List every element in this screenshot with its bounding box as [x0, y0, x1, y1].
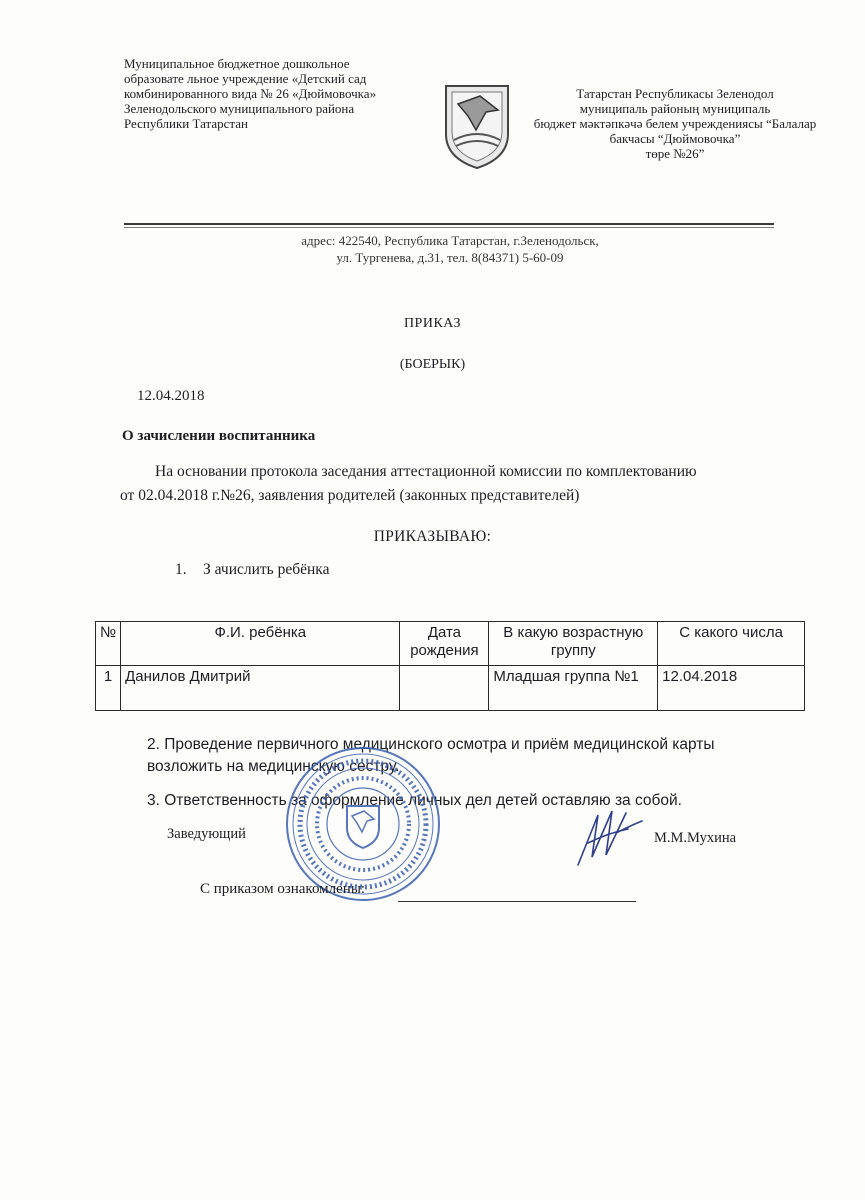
address-block	[240, 232, 660, 266]
header-right-org-name	[510, 86, 840, 161]
body-text-line: от 02.04.2018 г.№26, заявления родителей (законных представителей)	[120, 487, 580, 504]
header-left-org-name	[124, 56, 376, 131]
table-header-cell: Дата рождения	[400, 622, 489, 666]
header-right-line: төре №26”	[645, 146, 705, 161]
document-date: 12.04.2018	[137, 388, 205, 404]
table-header-cell: №	[96, 622, 121, 666]
table-cell: Данилов Дмитрий	[121, 666, 400, 711]
table-header-cell: Ф.И. ребёнка	[121, 622, 400, 666]
acknowledgement-signature-line	[398, 901, 636, 902]
header-right-line: муниципаль районың муниципаль	[579, 101, 771, 116]
header-right-line: Татарстан Республикасы Зеленодол	[576, 86, 774, 101]
enrollment-table	[95, 621, 805, 711]
header-right-line: бюджет мәктәпкәчә белем учреждениясы “Балалар	[533, 116, 817, 131]
signature-scribble-icon	[568, 803, 648, 873]
table-cell	[400, 666, 489, 711]
header-divider	[124, 223, 774, 225]
coat-of-arms-icon	[440, 82, 514, 172]
table-header-cell: С какого числа	[658, 622, 805, 666]
header-left-line: Зеленодольского муниципального района	[124, 101, 355, 116]
header-left-line: Республики Татарстан	[124, 116, 248, 131]
order-item-text: З ачислить ребёнка	[203, 561, 330, 578]
table-header-row	[96, 622, 805, 666]
address-line: адрес: 422540, Республика Татарстан, г.Зеленодольск,	[301, 233, 599, 248]
table-header-cell: В какую возрастную группу	[489, 622, 658, 666]
body-text-line: На основании протокола заседания аттестационной комиссии по комплектованию	[155, 463, 697, 480]
document-title-tatar: (БОЕРЫК)	[399, 357, 466, 372]
table-cell: 12.04.2018	[658, 666, 805, 711]
signer-name: М.М.Мухина	[654, 830, 737, 846]
paragraph-3: 3. Ответственность за оформление личных дел детей оставляю за собой.	[147, 792, 682, 809]
paragraph-2: 2. Проведение первичного медицинского осмотра и приём медицинской карты возложить на медицинскую сестру.	[147, 736, 715, 775]
table-cell: 1	[96, 666, 121, 711]
header-right-line: бакчасы “Дюймовочка”	[609, 131, 741, 146]
signer-role: Заведующий	[167, 826, 246, 842]
order-item-1	[175, 561, 329, 579]
header-left-line: образовате льное учреждение «Детский сад	[124, 71, 367, 86]
header-divider-thin	[124, 227, 774, 228]
document-subject: О зачислении воспитанника	[122, 428, 316, 444]
acknowledgement-label: С приказом ознакомлены:	[200, 881, 366, 897]
header-left-line: комбинированного вида № 26 «Дюймовочка»	[124, 86, 377, 101]
address-line: ул. Тургенева, д.31, тел. 8(84371) 5-60-09	[336, 250, 564, 265]
official-stamp-icon	[283, 744, 443, 904]
table-row	[96, 666, 805, 711]
order-word: ПРИКАЗЫВАЮ:	[373, 528, 492, 545]
order-item-number: 1.	[175, 561, 187, 578]
header-left-line: Муниципальное бюджетное дошкольное	[124, 56, 350, 71]
table-cell: Младшая группа №1	[489, 666, 658, 711]
document-title: ПРИКАЗ	[403, 316, 462, 331]
